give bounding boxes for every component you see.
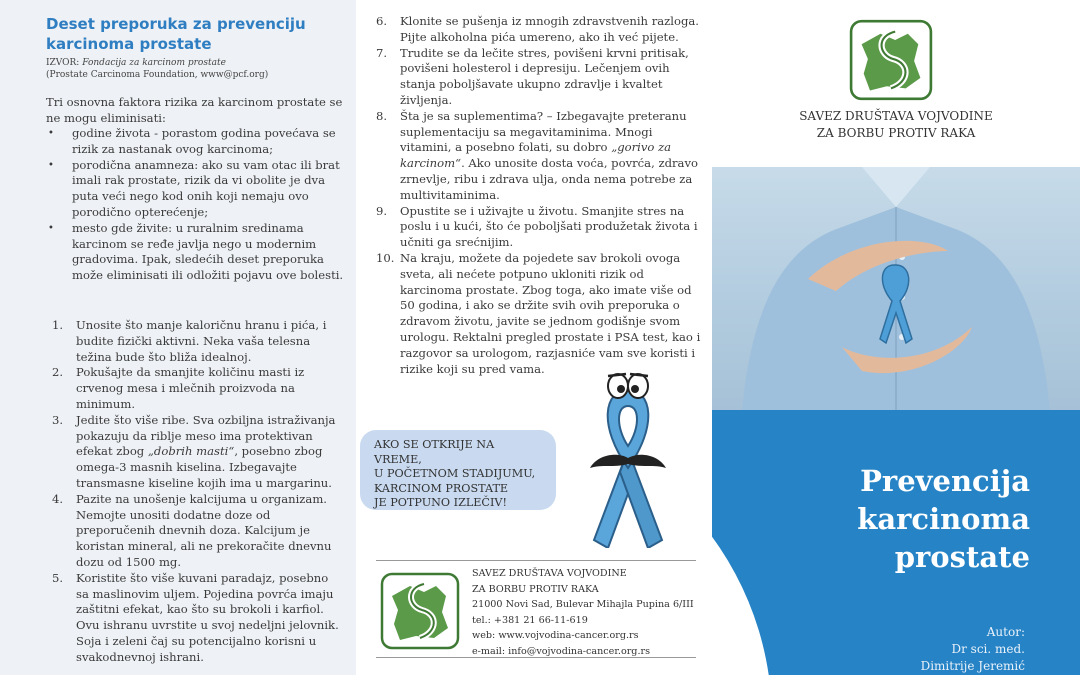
item-text: Klonite se pušenja iz mnogih zdravstvenih razloga. Pijte alkoholna pića umereno, ako ih već pijete. xyxy=(400,14,699,44)
recommendation-list-2 xyxy=(376,14,706,377)
title-line: karcinoma xyxy=(857,502,1030,536)
source-label: IZVOR: xyxy=(46,58,80,68)
item-number: 4. xyxy=(52,491,64,506)
footer-divider-bottom xyxy=(376,657,696,658)
footer-web: web: www.vojvodina-cancer.org.rs xyxy=(472,630,639,641)
footer-divider-top xyxy=(376,560,696,561)
author-label: Autor: xyxy=(986,625,1025,639)
footer-org-line: ZA BORBU PROTIV RAKA xyxy=(472,583,599,595)
brochure-title xyxy=(832,462,1030,576)
item-text-emphasis: „dobrih masti“ xyxy=(147,444,235,459)
bubble-line: AKO SE OTKRIJE NA VREME, xyxy=(374,438,495,466)
footer-email: e-mail: info@vojvodina-cancer.org.rs xyxy=(472,645,651,657)
item-text: Pazite na unošenje kalcijuma u organizam. Nemojte unositi dodatne doze od preporučenih dnevnih doza. Kalcijum je koristan mineral, ali ne prekoračite dnevnu dozu od 1500 mg. xyxy=(76,491,332,569)
item-number: 6. xyxy=(376,14,388,28)
author-title: Dr sci. med. xyxy=(951,642,1025,656)
item-number: 8. xyxy=(376,108,388,123)
item-number: 9. xyxy=(376,203,388,218)
item-number: 10. xyxy=(376,250,395,265)
author-block xyxy=(832,624,1025,675)
item-text-emphasis: „gorivo za karcinom“ xyxy=(400,140,672,171)
risk-intro: Tri osnovna faktora rizika za karcinom prostate se ne mogu eliminisati: xyxy=(46,95,343,125)
mustache-ribbon-icon xyxy=(578,372,678,548)
recommendation-item xyxy=(52,571,342,666)
item-text: Unosite što manje kaloričnu hranu i pića, i budite fizički aktivni. Neka vaša telesna težina bude što bliža idealnoj. xyxy=(76,318,327,364)
item-text: Opustite se i uživajte u životu. Smanjite stres na poslu i u kući, što će poboljšati produžetak života i učniti ga srećnijim. xyxy=(400,203,698,250)
recommendation-item xyxy=(52,413,342,492)
recommendation-list-1 xyxy=(52,318,342,666)
recommendation-item xyxy=(52,318,342,365)
cover-org-name xyxy=(712,108,1080,142)
item-text-pre: Šta je sa suplementima? – Izbegavajte preteranu suplementaciju sa megavitaminima. Mnogi vitamini, a posebno folati, su dobro xyxy=(400,108,687,155)
source-name: Fondacija za karcinom prostate xyxy=(82,58,226,68)
recommendation-item xyxy=(376,204,706,251)
title-line: prostate xyxy=(894,540,1030,574)
bubble-line: U POČETNOM STADIJUMU, xyxy=(374,467,536,480)
cover-org-line: ZA BORBU PROTIV RAKA xyxy=(816,126,976,140)
left-panel xyxy=(0,0,356,675)
item-text: Trudite se da lečite stres, povišeni krvni pritisak, povišeni holesterol i depresiju. Lečenjem ovih stanja poboljšavate ukupno zdravlje i kvaltet življenja. xyxy=(400,45,689,107)
contact-block xyxy=(472,566,702,659)
hands-ribbon-illustration xyxy=(712,167,1080,410)
item-text-post: . Ako unosite dosta voća, povrća, zdravo zrnevlje, ribu i zdrava ulja, onda nema potrebe za multivitaminima. xyxy=(400,156,698,202)
footer-org-line: SAVEZ DRUŠTAVA VOJVODINE xyxy=(472,568,627,579)
item-number: 2. xyxy=(52,365,64,380)
recommendations-title: Deset preporuka za prevenciju karcinoma prostate xyxy=(46,15,306,53)
recommendation-item xyxy=(376,46,706,109)
title-line: Prevencija xyxy=(860,464,1030,498)
recommendation-item xyxy=(376,14,706,46)
risk-factor-item: • godine života - porastom godina povećava se rizik za nastanak ovog karcinoma; xyxy=(46,126,346,158)
item-text: Pokušajte da smanjite količinu masti iz crvenog mesa i mlečnih proizvoda na minimum. xyxy=(76,365,305,411)
source-sub: (Prostate Carcinoma Foundation, www@pcf.org) xyxy=(46,70,269,80)
risk-factor-item: • mesto gde živite: u ruralnim sredinama karcinom se ređe javlja nego u modernim gradovima. Ipak, sledećih deset preporuka može eliminisati ili odložiti pojavu ove bolesti. xyxy=(46,221,346,284)
cover-photo xyxy=(712,167,1080,410)
footer-address: 21000 Novi Sad, Bulevar Mihajla Pupina 6/III xyxy=(472,599,694,610)
risk-factor-list xyxy=(46,126,346,284)
source-note xyxy=(46,57,346,81)
footer-phone: tel.: +381 21 66-11-619 xyxy=(472,614,588,626)
recommendation-item xyxy=(52,492,342,571)
society-logo-icon xyxy=(849,16,933,104)
society-logo-icon xyxy=(380,572,460,650)
middle-panel xyxy=(356,0,712,675)
item-text: Koristite što više kuvani paradajz, posebno sa maslinovim uljem. Pojedina povrća imaju zaštitni efekat, kao što su brokoli i karfiol. Ovu ishranu uvrstite u svoj nedeljni jelovnik. Soja i zeleni čaj su potencijalno korisni u svakodnevnoj ishrani. xyxy=(76,570,339,664)
bubble-line: KARCINOM PROSTATE xyxy=(374,481,509,495)
recommendation-item xyxy=(376,251,706,377)
item-number: 7. xyxy=(376,45,388,60)
curable-message-bubble xyxy=(360,430,556,510)
bubble-line: JE POTPUNO IZLEČIV! xyxy=(374,496,507,509)
item-text-post: , posebno zbog omega-3 masnih kiselina. Izbegavajte transmasne kiseline kojih ima u margarinu. xyxy=(76,444,332,490)
recommendation-item xyxy=(376,109,706,204)
item-number: 5. xyxy=(52,570,64,585)
item-text: Na kraju, možete da pojedete sav brokoli ovoga sveta, ali nećete potpuno ukloniti rizik od karcinoma prostate. Zbog toga, ako imate više od 50 godina, i ako se držite svih ovih preporuka o zdravom životu, javite se jednom godišnje svom urologu. Rektalni pregled prostate i PSA test, kao i razgovor sa urologom, razjasniće vam sve koristi i rizike koji su pred vama. xyxy=(400,250,701,376)
item-text-pre: Jedite što više ribe. Sva ozbiljna istraživanja pokazuju da riblje meso ima protektivan efekat zbog xyxy=(76,412,336,459)
item-number: 1. xyxy=(52,318,64,332)
recommendation-item xyxy=(52,365,342,412)
risk-factor-item: • porodična anamneza: ako su vam otac ili brat imali rak prostate, rizik da vi obolite je dva puta veći nego kod onih koji nemaju ovo porodično opterećenje; xyxy=(46,158,346,221)
cover-panel xyxy=(712,0,1080,675)
author-name: Dimitrije Jeremić xyxy=(920,659,1025,673)
cover-org-line: SAVEZ DRUŠTAVA VOJVODINE xyxy=(799,109,993,123)
item-number: 3. xyxy=(52,412,64,427)
